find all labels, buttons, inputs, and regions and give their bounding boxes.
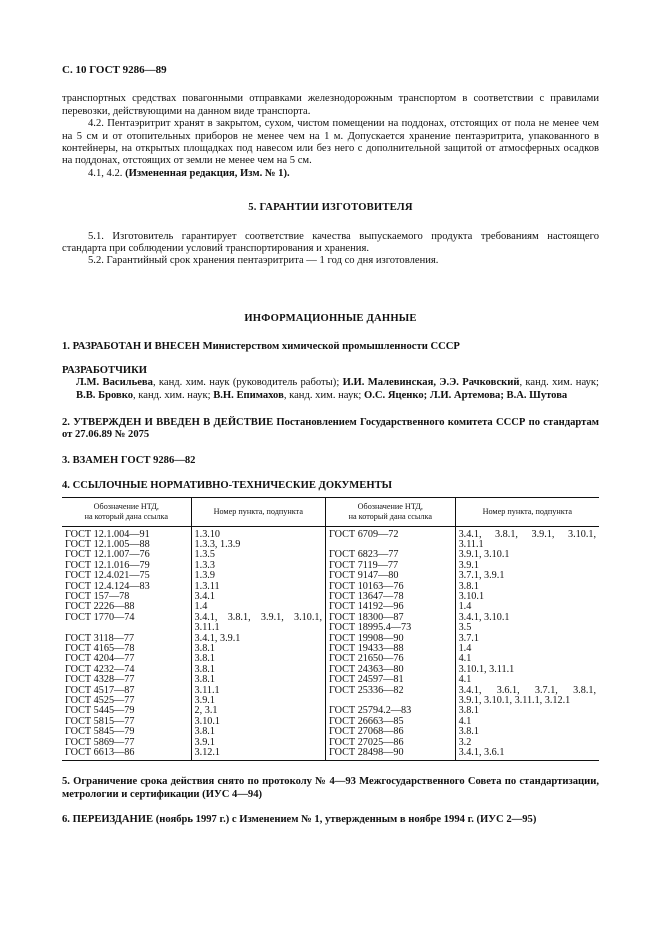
points-cell: 1.3.11: [191, 582, 325, 592]
doc-cell: ГОСТ 24597—81: [326, 675, 456, 685]
points-cell: 3.8.1: [191, 654, 325, 664]
developer-name: В.В. Бровко: [76, 389, 133, 401]
doc-cell: ГОСТ 6823—77: [326, 550, 456, 560]
points-cell: 1.3.3: [191, 561, 325, 571]
points-cell: 3.2: [455, 738, 599, 748]
points-cell: 3.9.1: [455, 561, 599, 571]
points-cell: 3.4.1, 3.8.1, 3.9.1, 3.10.1,: [191, 613, 325, 623]
points-cell: 3.11.1: [191, 623, 325, 633]
doc-cell: ГОСТ 9147—80: [326, 571, 456, 581]
points-cell: 3.4.1, 3.9.1: [191, 634, 325, 644]
doc-cell: ГОСТ 26663—85: [326, 717, 456, 727]
points-cell: 3.4.1: [191, 592, 325, 602]
doc-cell: ГОСТ 21650—76: [326, 654, 456, 664]
points-cell: 3.10.1, 3.11.1: [455, 665, 599, 675]
points-cell: 1.3.5: [191, 550, 325, 560]
doc-cell: ГОСТ 4232—74: [65, 663, 135, 675]
points-cell: 3.8.1: [191, 665, 325, 675]
doc-cell: ГОСТ 4165—78: [65, 643, 135, 654]
header-points-right: Номер пункта, подпункта: [455, 497, 599, 526]
info-item-2-rest: Постановлением Государственного комитета СССР по стандартам от 27.06.89 № 2075: [62, 416, 600, 441]
section-5-title: 5. ГАРАНТИИ ИЗГОТОВИТЕЛЯ: [248, 202, 413, 214]
points-cell: 2, 3.1: [191, 706, 325, 716]
table-row: [62, 571, 599, 581]
developer-details: , канд. хим. наук;: [283, 389, 364, 401]
doc-cell: ГОСТ 12.1.004—91: [65, 528, 150, 540]
doc-cell: ГОСТ 157—78: [65, 590, 130, 602]
points-cell: 3.7.1, 3.9.1: [455, 571, 599, 581]
doc-cell: ГОСТ 25794.2—83: [326, 706, 456, 716]
points-cell: 1.4: [455, 602, 599, 612]
info-item-2-bold: 2. УТВЕРЖДЕН И ВВЕДЕН В ДЕЙСТВИЕ: [62, 416, 274, 428]
developers-list: [62, 377, 599, 402]
doc-cell: ГОСТ 10163—76: [326, 582, 456, 592]
info-item-2: [62, 417, 599, 442]
points-cell: 3.8.1: [191, 675, 325, 685]
info-item-1: [62, 341, 599, 353]
points-cell: 1.3.3, 1.3.9: [191, 540, 325, 550]
doc-cell: ГОСТ 5815—77: [65, 715, 135, 727]
points-cell: 3.8.1: [455, 706, 599, 716]
doc-cell: ГОСТ 7119—77: [326, 561, 456, 571]
developer-name: И.И. Малевинская, Э.Э. Рачковский: [342, 377, 520, 389]
doc-cell: ГОСТ 14192—96: [326, 602, 456, 612]
points-cell: 3.4.1, 3.8.1, 3.9.1, 3.10.1,: [455, 526, 599, 540]
points-cell: 3.11.1: [191, 686, 325, 696]
header-doc-left: Обозначение НТД, на который дана ссылка: [62, 497, 191, 526]
points-cell: 4.1: [455, 675, 599, 685]
points-cell: 3.10.1: [191, 717, 325, 727]
info-item-3: 3. ВЗАМЕН ГОСТ 9286—82: [62, 454, 196, 466]
info-item-6: 6. ПЕРЕИЗДАНИЕ (ноябрь 1997 г.) с Изменением № 1, утвержденным в ноябре 1994 г. (ИУС 2—95): [62, 814, 537, 826]
points-cell: 4.1: [455, 717, 599, 727]
developer-name: О.С. Яценко; Л.И. Артемова; В.А. Шутова: [364, 389, 568, 401]
doc-cell: ГОСТ 4525—77: [65, 695, 135, 707]
developer-name: Л.М. Васильева: [76, 377, 153, 389]
paragraph-transport: транспортных средствах повагонными отправками железнодорожным транспортом в соответствии с правилами перевозки, действующими на данном виде транспорта.: [62, 93, 599, 117]
table-row: [62, 748, 599, 761]
developer-details: , канд. хим. наук (руководитель работы);: [152, 377, 343, 389]
paragraph-5-2: 5.2. Гарантийный срок хранения пентаэритрита — 1 год со дня изготовления.: [88, 255, 439, 267]
points-cell: 3.9.1, 3.10.1, 3.11.1, 3.12.1: [455, 696, 599, 706]
doc-cell: ГОСТ 4328—77: [65, 674, 135, 686]
doc-cell: ГОСТ 27025—86: [326, 738, 456, 748]
info-item-1-rest: Министерством химической промышленности СССР: [199, 341, 460, 353]
page-header: С. 10 ГОСТ 9286—89: [62, 64, 167, 76]
amendment-note-bold: (Измененная редакция, Изм. № 1).: [125, 167, 290, 179]
amendment-note: [62, 168, 599, 180]
developer-details: , канд. хим. наук;: [133, 389, 214, 401]
doc-cell: ГОСТ 5445—79: [65, 705, 135, 717]
points-cell: 3.4.1, 3.6.1: [455, 748, 599, 761]
doc-cell: ГОСТ 2226—88: [65, 601, 135, 613]
doc-cell: ГОСТ 5869—77: [65, 736, 135, 748]
doc-cell: ГОСТ 5845—79: [65, 726, 135, 738]
doc-cell: ГОСТ 18995.4—73: [326, 623, 456, 633]
doc-cell: ГОСТ 12.1.007—76: [65, 549, 150, 561]
points-cell: 3.9.1, 3.10.1: [455, 550, 599, 560]
points-cell: 1.3.10: [191, 526, 325, 540]
doc-cell: ГОСТ 12.1.005—88: [65, 538, 150, 550]
doc-cell: ГОСТ 12.4.124—83: [65, 580, 150, 592]
doc-cell: ГОСТ 13647—78: [326, 592, 456, 602]
doc-cell: ГОСТ 6709—72: [326, 526, 456, 540]
document-page: [62, 64, 599, 827]
doc-cell: ГОСТ 6613—86: [62, 748, 191, 761]
points-cell: 1.4: [455, 644, 599, 654]
doc-cell: ГОСТ 18300—87: [326, 613, 456, 623]
amendment-note-prefix: 4.1, 4.2.: [88, 167, 126, 179]
doc-cell: ГОСТ 3118—77: [65, 632, 135, 644]
points-cell: 3.7.1: [455, 634, 599, 644]
developer-name: В.Н. Епимахов: [213, 389, 284, 401]
points-cell: 3.11.1: [455, 540, 599, 550]
header-doc-right: Обозначение НТД, на который дана ссылка: [326, 497, 456, 526]
doc-cell: ГОСТ 24363—80: [326, 665, 456, 675]
paragraph-5-1: 5.1. Изготовитель гарантирует соответствие качества выпускаемого продукта требованиям настоящего стандарта при соблюдении условий транспортирования и хранения.: [62, 230, 599, 255]
info-item-5: 5. Ограничение срока действия снято по протоколу № 4—93 Межгосударственного Совета по стандартизации, метрологии и сертификации (ИУС 4—94): [62, 776, 599, 800]
doc-cell: ГОСТ 12.4.021—75: [65, 570, 150, 582]
developer-details: , канд. хим. наук;: [519, 377, 600, 389]
points-cell: 3.8.1: [191, 727, 325, 737]
points-cell: 3.10.1: [455, 592, 599, 602]
table-row: [62, 526, 599, 540]
doc-cell: ГОСТ 1770—74: [65, 611, 135, 623]
points-cell: 3.5: [455, 623, 599, 633]
doc-cell: ГОСТ 4204—77: [65, 653, 135, 665]
references-table: [62, 497, 599, 762]
doc-cell: ГОСТ 28498—90: [326, 748, 456, 761]
doc-cell: ГОСТ 27068—86: [326, 727, 456, 737]
points-cell: 4.1: [455, 654, 599, 664]
info-item-4: 4. ССЫЛОЧНЫЕ НОРМАТИВНО-ТЕХНИЧЕСКИЕ ДОКУМЕНТЫ: [62, 480, 393, 492]
points-cell: 3.9.1: [191, 738, 325, 748]
points-cell: 3.9.1: [191, 696, 325, 706]
points-cell: 3.8.1: [455, 727, 599, 737]
points-cell: 1.3.9: [191, 571, 325, 581]
info-item-1-bold: 1. РАЗРАБОТАН И ВНЕСЕН: [62, 341, 200, 353]
doc-cell: ГОСТ 25336—82: [326, 686, 456, 696]
doc-cell: ГОСТ 19433—88: [326, 644, 456, 654]
points-cell: 3.8.1: [455, 582, 599, 592]
doc-cell: ГОСТ 4517—87: [65, 684, 135, 696]
points-cell: 1.4: [191, 602, 325, 612]
points-cell: 3.4.1, 3.10.1: [455, 613, 599, 623]
points-cell: 3.8.1: [191, 644, 325, 654]
doc-cell: ГОСТ 19908—90: [326, 634, 456, 644]
developers-title: РАЗРАБОТЧИКИ: [62, 364, 148, 376]
points-cell: 3.4.1, 3.6.1, 3.7.1, 3.8.1,: [455, 686, 599, 696]
doc-cell: ГОСТ 12.1.016—79: [65, 559, 150, 571]
points-cell: 3.12.1: [191, 748, 325, 761]
header-points-left: Номер пункта, подпункта: [191, 497, 325, 526]
info-data-title: ИНФОРМАЦИОННЫЕ ДАННЫЕ: [244, 312, 417, 324]
paragraph-4-2: 4.2. Пентаэритрит хранят в закрытом, сухом, чистом помещении на поддонах, отстоящих от пола не менее чем на 5 см и от отопительных приборов не менее чем на 1 м. Допускается хранение пентаэритрита, упакованного в контейнеры, на открытых площадках под навесом или без него с дополнительной защитой от атмосферных осадков на поддонах, отстоящих от земли не менее чем на 5 см.: [62, 118, 599, 167]
